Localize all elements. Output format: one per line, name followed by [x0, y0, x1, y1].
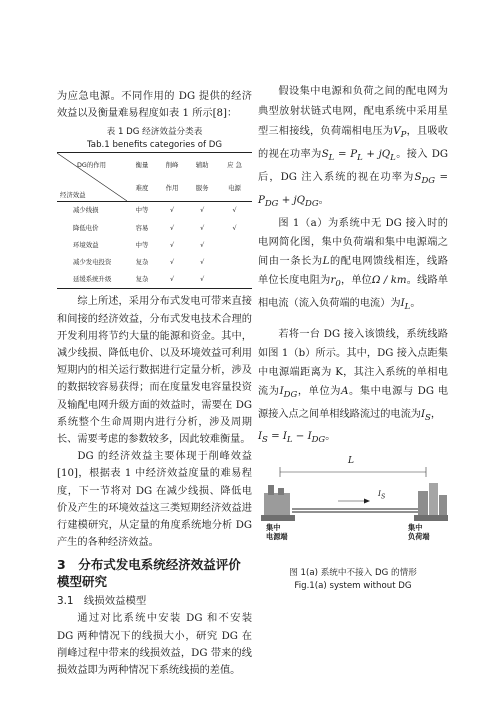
- header-difficulty: 衡量 难度: [127, 153, 157, 202]
- corner-bottom-label: 经济效益: [60, 191, 86, 200]
- left-column: [57, 88, 252, 679]
- paragraph-fig1a: 图 1（a）为系统中无 DG 接入时的电网简化图，集中负荷端和集中电源端之间由一条长为L的配电网馈线相连，线路单位长度电阻为$r_0$，单位Ω / km。线路单相电流（流入负荷端的电流）为$I_L$。: [258, 218, 449, 313]
- table-row: 降低电价 容易 √ √ √: [73, 223, 237, 232]
- equation-current: $I_S = I_L - I_{DG}$。: [258, 431, 336, 446]
- corner-top-label: DG的作用: [77, 161, 107, 170]
- paragraph-peak: DG 的经济效益主要体现于削峰效益[10]，根据表 1 中经济效益度量的难易程度，下一节将对 DG 在减少线损、降低电价及产生的环境效益这三类短期经济效益进行建模研究，从定量的角度系统地分析 DG 产生的各种经济效益。: [57, 451, 252, 549]
- load-center-icon: [414, 483, 448, 521]
- paragraph-loss: 通过对比系统中安装 DG 和不安装 DG 两种情况下的线损大小，研究 DG 在削峰过程中带来的线损效益，DG 带来的线损效益即为两种情况下系统线损的差值。: [57, 613, 252, 677]
- section-heading: 3 分布式发电系统经济效益评价模型研究: [57, 557, 241, 590]
- header-emergency: 应 急 电源: [217, 153, 252, 202]
- figure-caption-zh: 图 1(a) 系统中不接入 DG 的情形: [289, 568, 417, 579]
- figure-1a: [258, 455, 448, 565]
- figure-caption-en: Fig.1(a) system without DG: [294, 581, 412, 592]
- power-source-icon: [261, 485, 295, 521]
- load-node-label: 集中 负荷端: [408, 523, 430, 542]
- table-header-row: [57, 153, 252, 202]
- source-node-label: 集中 电源端: [266, 523, 288, 542]
- current-label: $I_S$: [378, 489, 386, 501]
- right-column: [258, 82, 448, 593]
- paragraph-fig1b: 若将一台 DG 接入该馈线，系统线路如图 1（b）所示。其中，DG 接入点距集中电源端距离为 K，其注入系统的单相电流为$I_{DG}$，单位为A。集中电源与 DG 电源接入点之间单相线路流过的电流为$I_S$，: [258, 329, 449, 424]
- table-row: 减少线损 中等 √ √ √: [73, 206, 237, 215]
- table-row: 环境效益 中等 √ √: [73, 240, 205, 249]
- paragraph-summary: 综上所述，采用分布式发电可带来直接和间接的经济效益，分布式发电技术合理的开发利用将节约大量的能源和资金。其中，减少线损、降低电价、以及环境效益可利用短期内的相关运行数据进行定量分析，涉及的数据较容易获得；而在度量发电容量投资及输配电网升级方面的效益时，需要在 DG 系统整个生命周期内进行分析，涉及周期长、需要考虑的参数较多，因此较难衡量。: [57, 296, 252, 446]
- length-label: L: [348, 456, 354, 467]
- table-corner-cell: [57, 153, 127, 202]
- benefits-table: [57, 152, 252, 289]
- table-row: 延缓系统升级 复杂 √ √: [57, 271, 252, 289]
- header-aux: 辅助 服务: [187, 153, 217, 202]
- subsection-heading: 3.1 线损效益模型: [57, 595, 147, 608]
- paragraph-assumption: 假设集中电源和负荷之间的配电网为典型放射状链式电网，配电系统中采用星型三相接线，负荷端相电压为$V_P$，且吸收的视在功率为$S_L = P_L + jQ_L$。接入 DG 后，DG 注入系统的视在功率为$S_{DG} = P_{DG} + jQ_{DG}$。: [258, 86, 449, 210]
- table-row: 减少发电投资 复杂 √ √: [73, 258, 205, 267]
- table-caption-en: Tab.1 benefits categories of DG: [86, 140, 222, 151]
- table-caption-zh: 表 1 DG 经济效益分类表: [106, 127, 203, 138]
- header-peak: 削峰 作用: [157, 153, 187, 202]
- paragraph-intro: 为应急电源。不同作用的 DG 提供的经济效益以及衡量难易程度如表 1 所示[8]：: [57, 91, 252, 120]
